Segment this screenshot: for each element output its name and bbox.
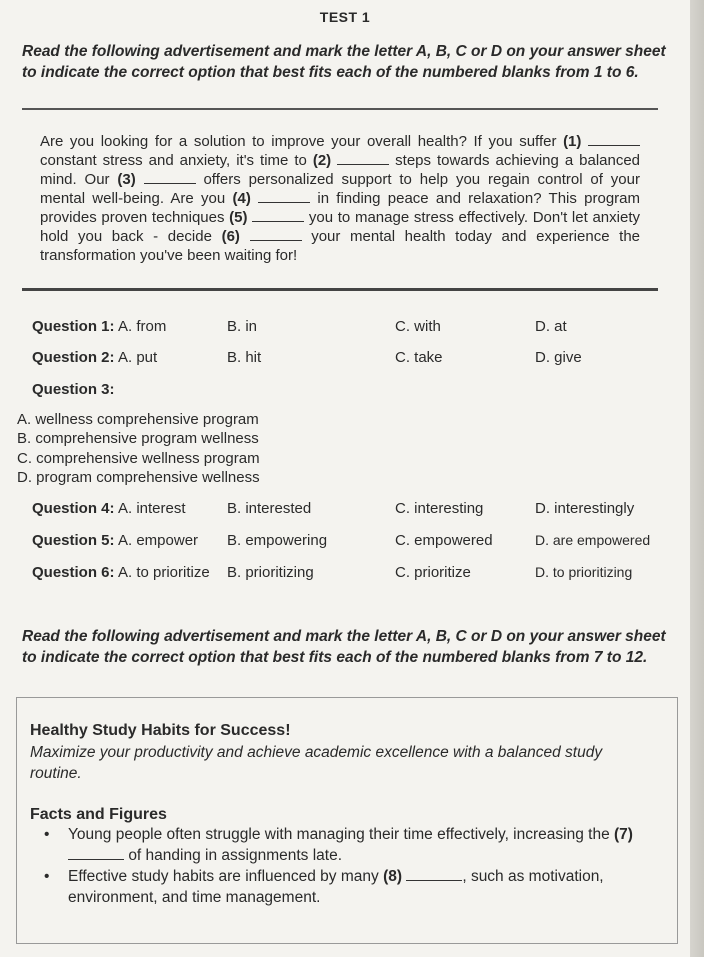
option-d[interactable]: D. are empowered	[535, 532, 651, 548]
option-d[interactable]: D. give	[535, 349, 582, 366]
ad-sentence: you to manage stress effectively. Don't let anxiety hold you back - decide	[40, 209, 640, 245]
blank-6	[250, 228, 302, 241]
ad-sentence: steps towards achieving a balanced mind. Our	[40, 152, 641, 188]
question-label: Question 5:	[32, 532, 115, 549]
blank-8	[406, 868, 462, 881]
blank-2	[337, 152, 389, 165]
bullet-item-1	[44, 824, 672, 866]
question-6	[32, 564, 672, 586]
option-c[interactable]: C. empowered	[395, 532, 493, 549]
section1-instruction: Read the following advertisement and mark the letter A, B, C or D on your answer sheet to indicate the correct option that best fits each of the numbered blanks from 1 to 6.	[22, 43, 666, 81]
option-c[interactable]: C. interesting	[395, 500, 484, 517]
q3-option-c[interactable]: C. comprehensive wellness program	[17, 450, 260, 467]
blank-number: (1)	[563, 133, 582, 150]
bullet-item-2	[44, 866, 672, 908]
option-a[interactable]: A. from	[118, 318, 167, 335]
blank-4	[258, 190, 310, 203]
blank-number: (7)	[614, 826, 633, 843]
option-a[interactable]: A. empower	[118, 532, 199, 549]
ad-sentence: offers personalized support to help you regain control of your mental well-being. Are you	[40, 171, 640, 207]
question-label: Question 2:	[32, 349, 115, 366]
blank-3	[144, 171, 196, 184]
question-5	[32, 532, 672, 554]
ad-sentence: your mental health today and experience the transformation you've been waiting for!	[40, 228, 641, 264]
facts-heading: Facts and Figures	[30, 806, 167, 823]
question-label: Question 6:	[32, 564, 115, 581]
blank-number: (4)	[232, 190, 251, 207]
ad-sentence: in finding peace and relaxation? This program provides proven techniques	[40, 190, 640, 226]
option-d[interactable]: D. interestingly	[535, 500, 635, 517]
bullet-text: Effective study habits are influenced by many (8) , such as motivation, environment, and time management.	[68, 868, 604, 906]
option-a[interactable]: A. to prioritize	[118, 564, 210, 581]
blank-number: (2)	[312, 152, 332, 169]
option-d[interactable]: D. at	[535, 318, 567, 335]
question-label: Question 1:	[32, 318, 115, 335]
q3-option-b[interactable]: B. comprehensive program wellness	[17, 430, 259, 447]
page-edge	[690, 0, 704, 957]
blank-1	[588, 133, 640, 146]
option-b[interactable]: B. in	[227, 318, 258, 335]
q3-option-a[interactable]: A. wellness comprehensive program	[17, 411, 259, 428]
section2-instruction: Read the following advertisement and mark the letter A, B, C or D on your answer sheet to indicate the correct option that best fits each of the numbered blanks from 7 to 12.	[22, 628, 666, 666]
blank-5	[252, 209, 304, 222]
ad2-title: Healthy Study Habits for Success!	[30, 722, 291, 739]
option-a[interactable]: A. interest	[118, 500, 186, 517]
question-label: Question 3:	[32, 381, 115, 398]
question-4	[32, 500, 672, 522]
question-label: Question 4:	[32, 500, 115, 517]
ad-sentence: constant stress and anxiety, it's time to	[40, 152, 307, 169]
option-c[interactable]: C. prioritize	[395, 564, 471, 581]
blank-number: (5)	[229, 209, 248, 226]
bullet-text: Young people often struggle with managing their time effectively, increasing the (7) of handing in assignments late.	[68, 826, 633, 864]
bullet-dot-icon: •	[44, 826, 50, 843]
question-3	[32, 381, 672, 403]
option-b[interactable]: B. interested	[227, 500, 312, 517]
question-2	[32, 349, 672, 371]
option-d[interactable]: D. to prioritizing	[535, 564, 633, 580]
option-b[interactable]: B. empowering	[227, 532, 328, 549]
question-1	[32, 318, 672, 340]
blank-7	[68, 847, 124, 860]
option-b[interactable]: B. hit	[227, 349, 262, 366]
option-a[interactable]: A. put	[118, 349, 158, 366]
advertisement-text-1	[22, 110, 658, 265]
advertisement-box-1	[22, 108, 658, 291]
option-c[interactable]: C. with	[395, 318, 441, 335]
bullet-dot-icon: •	[44, 868, 50, 885]
option-c[interactable]: C. take	[395, 349, 443, 366]
blank-number: (6)	[221, 228, 240, 245]
blank-number: (3)	[117, 171, 136, 188]
option-b[interactable]: B. prioritizing	[227, 564, 314, 581]
ad2-subtitle: Maximize your productivity and achieve academic excellence with a balanced study routine.	[30, 744, 603, 782]
test-title: TEST 1	[319, 9, 371, 25]
ad-sentence: Are you looking for a solution to improve your overall health? If you suffer	[40, 133, 557, 150]
blank-number: (8)	[383, 868, 403, 885]
q3-option-d[interactable]: D. program comprehensive wellness	[17, 469, 260, 486]
